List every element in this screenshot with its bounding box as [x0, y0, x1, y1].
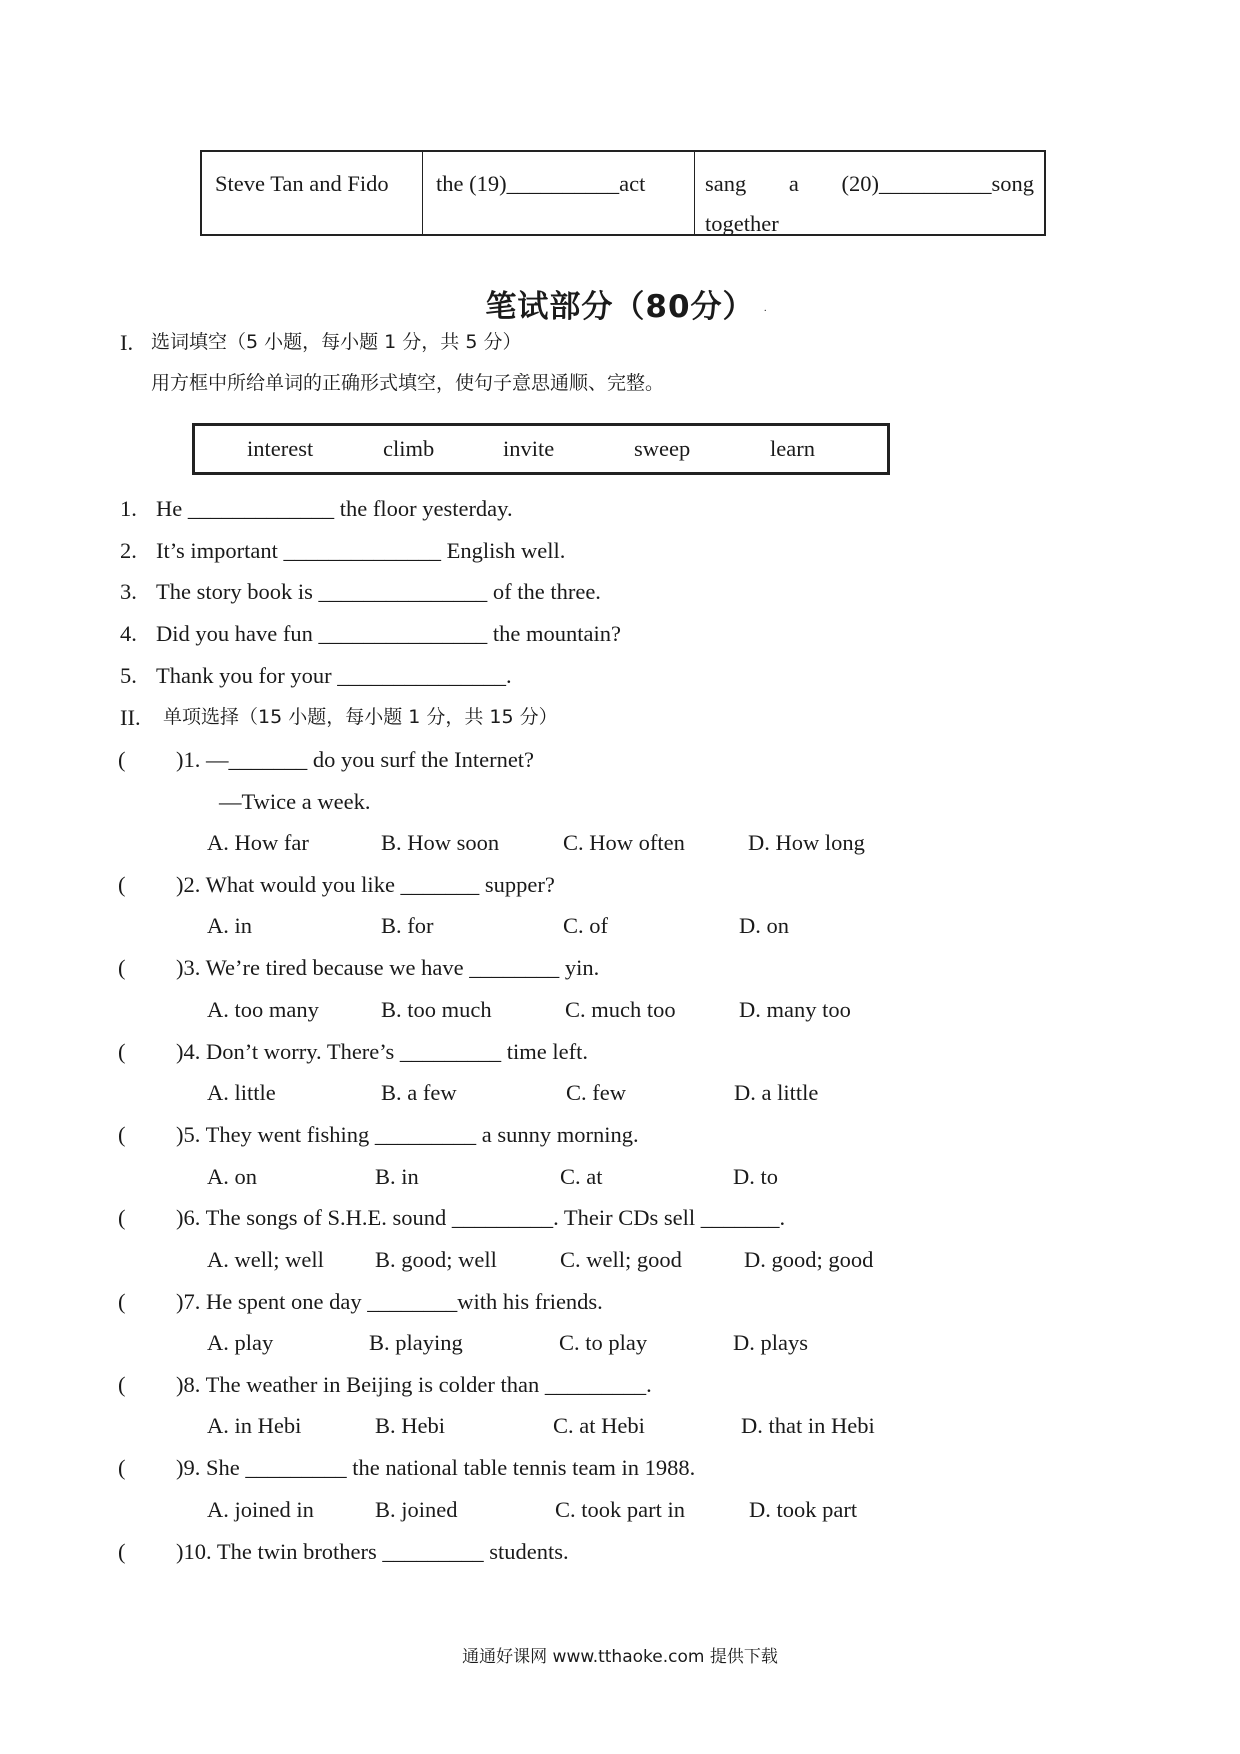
- option: C. few: [566, 1080, 626, 1105]
- answer-paren: (: [118, 1289, 126, 1314]
- table-cell-name: Steve Tan and Fido: [202, 152, 423, 234]
- question-stem: )1. —_______ do you surf the Internet?: [176, 747, 535, 772]
- result-line-2: together: [705, 211, 779, 236]
- option: B. for: [381, 913, 434, 938]
- option: D. good; good: [744, 1247, 874, 1272]
- option: B. playing: [369, 1330, 463, 1355]
- fill-sentence: The story book is _______________ of the three.: [156, 579, 601, 604]
- fill-sentence: It’s important ______________ English well.: [156, 538, 566, 563]
- answer-paren: (: [118, 872, 126, 897]
- question-stem: )6. The songs of S.H.E. sound _________. Their CDs sell _______.: [176, 1205, 786, 1230]
- option: C. at: [560, 1164, 603, 1189]
- option: A. too many: [207, 997, 319, 1022]
- option: B. How soon: [381, 830, 500, 855]
- question-stem: )8. The weather in Beijing is colder than _________.: [176, 1372, 652, 1397]
- option: D. on: [739, 913, 789, 938]
- option: A. in: [207, 913, 252, 938]
- question-stem: )9. She _________ the national table tennis team in 1988.: [176, 1455, 696, 1480]
- word-box-item: sweep: [634, 436, 691, 461]
- answer-paren: (: [118, 747, 126, 772]
- question-stem: )3. We’re tired because we have ________ yin.: [176, 955, 600, 980]
- result-word: (20)__________song: [841, 171, 1034, 196]
- option: C. How often: [563, 830, 685, 855]
- answer-paren: (: [118, 1039, 126, 1064]
- question-stem: )5. They went fishing _________ a sunny morning.: [176, 1122, 639, 1147]
- option: A. play: [207, 1330, 274, 1355]
- option: B. Hebi: [375, 1413, 445, 1438]
- word-box-item: interest: [247, 436, 314, 461]
- part1-heading: 选词填空（5 小题，每小题 1 分，共 5 分）: [151, 331, 522, 353]
- answer-paren: (: [118, 1122, 126, 1147]
- answer-paren: (: [118, 1539, 126, 1564]
- option: D. to: [733, 1164, 778, 1189]
- option: D. took part: [749, 1497, 858, 1522]
- question-stem: )7. He spent one day ________with his friends.: [176, 1289, 603, 1314]
- option: A. well; well: [207, 1247, 324, 1272]
- option: A. in Hebi: [207, 1413, 302, 1438]
- answer-table-row: [200, 150, 1046, 236]
- option: B. a few: [381, 1080, 457, 1105]
- answer-paren: (: [118, 1372, 126, 1397]
- part2-number: II.: [120, 705, 141, 730]
- option: C. took part in: [555, 1497, 685, 1522]
- option: B. good; well: [375, 1247, 497, 1272]
- item-number: 4.: [120, 621, 137, 646]
- section-title: 笔试部分（80分）: [485, 289, 755, 325]
- result-word: a: [788, 171, 799, 196]
- fill-sentence: Did you have fun _______________ the mountain?: [156, 621, 621, 646]
- item-number: 2.: [120, 538, 137, 563]
- answer-paren: (: [118, 955, 126, 980]
- question-stem: )2. What would you like _______ supper?: [176, 872, 555, 897]
- item-number: 1.: [120, 496, 137, 521]
- option: A. How far: [207, 830, 309, 855]
- option: A. joined in: [207, 1497, 314, 1522]
- table-cell-act: the (19)__________act: [423, 152, 695, 234]
- part1-instruction: 用方框中所给单词的正确形式填空，使句子意思通顺、完整。: [151, 372, 665, 394]
- part2-heading: 单项选择（15 小题，每小题 1 分，共 15 分）: [163, 706, 558, 728]
- result-word: sang: [705, 171, 747, 196]
- option: B. in: [375, 1164, 419, 1189]
- item-number: 5.: [120, 663, 137, 688]
- question-stem: )4. Don’t worry. There’s _________ time left.: [176, 1039, 589, 1064]
- option: D. How long: [748, 830, 865, 855]
- answer-paren: (: [118, 1455, 126, 1480]
- word-box-item: invite: [503, 436, 555, 461]
- option: A. on: [207, 1164, 257, 1189]
- fill-sentence: Thank you for your _______________.: [156, 663, 512, 688]
- option: D. that in Hebi: [741, 1413, 875, 1438]
- option: C. of: [563, 913, 608, 938]
- part1-number: I.: [120, 330, 134, 355]
- option: C. much too: [565, 997, 676, 1022]
- item-number: 3.: [120, 579, 137, 604]
- answer-paren: (: [118, 1205, 126, 1230]
- title-dot: .: [764, 303, 767, 314]
- option: C. well; good: [560, 1247, 682, 1272]
- question-stem-line2: —Twice a week.: [219, 789, 371, 814]
- word-box: [192, 423, 890, 475]
- word-box-item: learn: [770, 436, 815, 461]
- option: D. plays: [733, 1330, 808, 1355]
- page-footer: 通通好课网 www.tthaoke.com 提供下载: [462, 1647, 778, 1667]
- option: C. to play: [559, 1330, 648, 1355]
- option: D. a little: [734, 1080, 819, 1105]
- word-box-item: climb: [383, 436, 435, 461]
- option: D. many too: [739, 997, 851, 1022]
- table-cell-result: [695, 152, 1044, 234]
- fill-sentence: He _____________ the floor yesterday.: [156, 496, 513, 521]
- option: B. too much: [381, 997, 492, 1022]
- option: C. at Hebi: [553, 1413, 645, 1438]
- option: A. little: [207, 1080, 276, 1105]
- option: B. joined: [375, 1497, 458, 1522]
- question-stem: )10. The twin brothers _________ students.: [176, 1539, 569, 1564]
